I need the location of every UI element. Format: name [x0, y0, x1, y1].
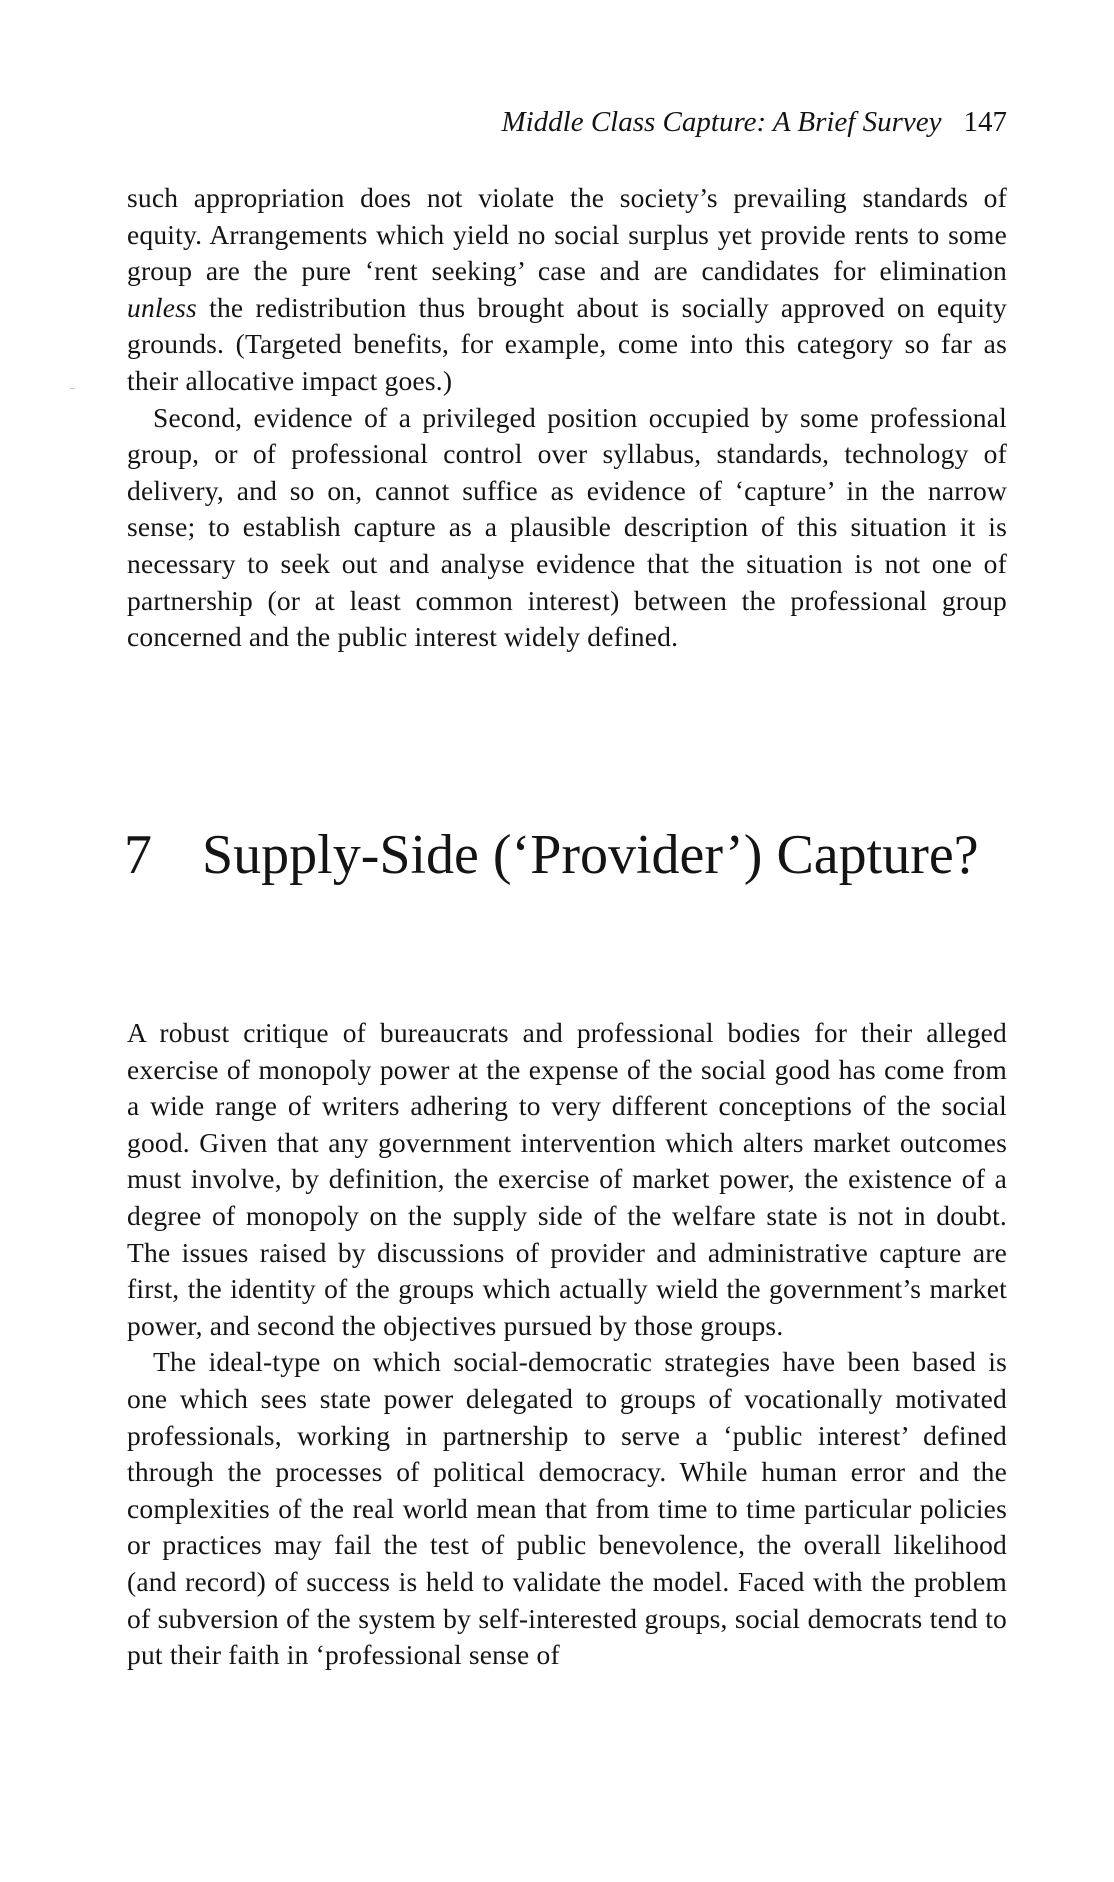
paragraph: A robust critique of bureaucrats and professional bodies for their alleged exercise of monopoly power at the expense of the social good has come from a wide range of writers adhering to very different conceptions of the social good. Given that any government intervention which alters market outcomes must involve, by definition, the exercise of market power, the existence of a degree of monopoly on the supply side of the welfare state is not in doubt. The issues raised by discussions of provider and administrative capture are first, the identity of the groups which actually wield the government’s market power, and second the objectives pursued by those groups.	[127, 1017, 1007, 1341]
running-head-title: Middle Class Capture: A Brief Survey	[501, 106, 942, 138]
body-text-bottom	[127, 1015, 1007, 1674]
body-text-top	[127, 180, 1007, 656]
paragraph-continued	[127, 180, 1007, 400]
page-number: 147	[963, 106, 1007, 138]
paragraph-text: the redistribution thus brought about is socially approved on equity grounds. (Targeted benefits, for example, come into this category so far as their allocative impact goes.)	[127, 291, 1007, 396]
section-number: 7	[124, 824, 152, 886]
margin-mark	[70, 388, 75, 389]
emphasis-text: unless	[127, 291, 197, 323]
section-title: Supply-Side (‘Provider’) Capture?	[202, 824, 979, 886]
paragraph-text: such appropriation does not violate the society’s prevailing standards of equity. Arrangements which yield no social surplus yet provide rents to some group are the pure ‘rent seeking’ case and are candidates for elimination	[127, 182, 1007, 287]
paragraph: The ideal-type on which social-democratic strategies have been based is one which sees state power delegated to groups of vocationally motivated professionals, working in partnership to serve a ‘public interest’ defined through the processes of political democracy. While human error and the complexities of the real world mean that from time to time particular policies or practices may fail the test of public benevolence, the overall likelihood (and record) of success is held to validate the model. Faced with the problem of subversion of the system by self-interested groups, social democrats tend to put their faith in ‘professional sense of	[127, 1346, 1007, 1671]
running-head	[127, 104, 1007, 140]
section-heading	[124, 820, 1004, 890]
paragraph: Second, evidence of a privileged position occupied by some professional group, or of professional control over syllabus, standards, technology of delivery, and so on, cannot suffice as evidence of ‘capture’ in the narrow sense; to establish capture as a plausible description of this situation it is necessary to seek out and analyse evidence that the situation is not one of partnership (or at least common interest) between the professional group concerned and the public interest widely defined.	[127, 401, 1007, 653]
